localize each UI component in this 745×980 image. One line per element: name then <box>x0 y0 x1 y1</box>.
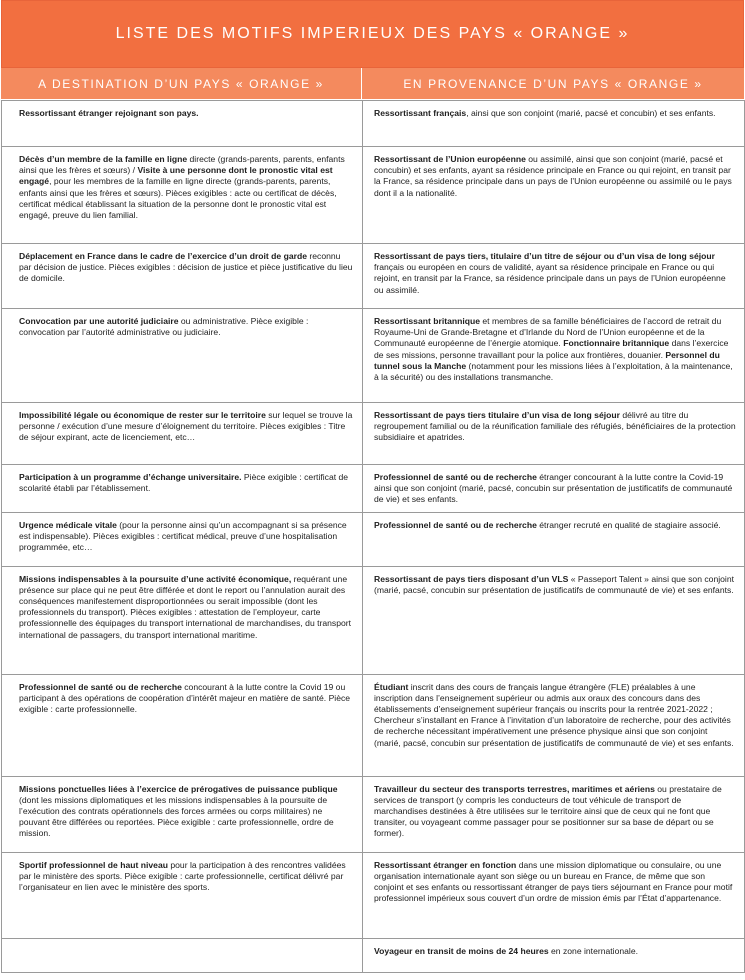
motif-keyword: Ressortissant de pays tiers disposant d’un VLS <box>374 573 569 584</box>
motif-text: pour la participation à des rencontres validées par le ministère des sports. Pièce exigible : carte professionnelle, certificat délivré par l’organisateur en lien avec le ministère des sports. <box>19 859 346 893</box>
motif-keyword: Convocation par une autorité judiciaire <box>19 316 179 326</box>
column-headers <box>1 68 744 100</box>
motif-provenance-cell <box>363 674 745 776</box>
motif-provenance-cell <box>363 244 745 309</box>
motif-keyword: Ressortissant étranger rejoignant son pays. <box>19 108 199 118</box>
motif-keyword: Urgence médicale vitale <box>19 519 117 530</box>
document-page <box>1 0 744 975</box>
motif-destination-cell <box>2 309 363 403</box>
motif-text: ou prestataire de services de transport (y compris les conducteurs de tout véhicule de transport de marchandises destinées à être utilisées sur le territoire ainsi que de ceux qui ne font que transiter, ou voyageant comme passager pour se positionner sur sa base de départ ou se former). <box>374 783 722 839</box>
motif-text: reconnu par décision de justice. Pièces exigibles : décision de justice et pièce justificative du lieu de domicile. <box>19 251 353 284</box>
motif-provenance-cell <box>363 147 745 244</box>
motif-destination-cell <box>2 465 363 513</box>
table-row <box>2 147 745 244</box>
motif-keyword: Ressortissant britannique <box>374 316 481 326</box>
motif-keyword: Professionnel de santé ou de recherche <box>374 472 537 482</box>
motif-keyword: Ressortissant de l’Union européenne <box>374 154 526 164</box>
motif-keyword: Missions ponctuelles liées à l’exercice de prérogatives de puissance publique <box>19 783 338 794</box>
motif-keyword: Professionnel de santé ou de recherche <box>19 681 182 692</box>
motif-text: (pour la personne ainsi qu’un accompagnant si sa présence est indispensable). Pièces exigibles : certificat médical, preuve d’une hospitalisation programmée, etc… <box>19 519 347 553</box>
motif-keyword: Impossibilité légale ou économique de rester sur le territoire <box>19 410 266 420</box>
motif-text: étranger recruté en qualité de stagiaire associé. <box>536 519 721 530</box>
motif-provenance-cell <box>363 938 745 972</box>
motif-destination-cell <box>2 776 363 852</box>
table-row <box>2 674 745 776</box>
motif-text: ou administrative. Pièce exigible : convocation par l’autorité administrative ou judiciaire. <box>19 316 309 338</box>
motif-provenance-cell <box>363 101 745 147</box>
motif-text: dans l’exercice de ses missions, personne travaillant pour la police aux frontières, douanier. <box>374 338 729 360</box>
motif-keyword: Personnel du tunnel sous la Manche <box>374 349 720 371</box>
table-row <box>2 309 745 403</box>
motif-destination-cell <box>2 147 363 244</box>
motif-provenance-cell <box>363 852 745 938</box>
motif-text: Pièce exigible : certificat de scolarité établi par l’établissement. <box>19 472 349 494</box>
motif-text: (notamment pour les missions liées à l’exploitation, à la maintenance, à la sécurité) ou des installations transmanche. <box>374 360 733 383</box>
motif-provenance-cell <box>363 512 745 566</box>
motif-keyword: Étudiant <box>374 681 409 692</box>
motif-text: et membres de sa famille bénéficiaires de l’accord de retrait du Royaume-Uni de Grande-Bretagne et d’Irlande du Nord de l’Union européenne et de la Communauté européenne de l’énergie atomique. <box>374 316 722 349</box>
motif-provenance-cell <box>363 566 745 674</box>
motif-keyword: Visite à une personne dont le pronostic vital est engagé <box>19 165 333 187</box>
motif-text: inscrit dans des cours de français langue étrangère (FLE) préalables à une inscription dans l’enseignement supérieur ou admis aux oraux des concours dans des établissements d’enseignement supérieur français ou inscrits pour la rentrée 2021-2022 ; Chercheur s’installant en France à l’invitation d’un laboratoire de recherche, pour des activités de recherche nécessitant impérativement une présence physique ainsi que son conjoint (marié, pacsé, concubin sur présentation de justificatifs de communauté de vie) et ses enfants. <box>374 681 734 748</box>
table-row <box>2 244 745 309</box>
table-row <box>2 776 745 852</box>
motif-text: , pour les membres de la famille en ligne directe (grands-parents, parents, enfants ainsi que les frères et sœurs). Pièces exigibles : acte ou certificat de décès, certificat médical établissant la situation de la personne dont le pronostic vital est engagé, preuve du lien familial. <box>19 176 337 221</box>
motif-keyword: Ressortissant étranger en fonction <box>374 859 517 870</box>
motif-destination-cell <box>2 566 363 674</box>
motif-text: concourant à la lutte contre la Covid 19 ou participant à des opérations de coopération d’intérêt majeur en matière de santé. Pièce exigible : carte professionnelle. <box>19 681 351 715</box>
motif-provenance-cell <box>363 403 745 465</box>
motif-provenance-cell <box>363 465 745 513</box>
motif-text: délivré au titre du regroupement familial ou de la réunification familiale des réfugiés, bénéficiaires de la protection subsidiaire et apatrides. <box>374 410 736 443</box>
motif-keyword: Voyageur en transit de moins de 24 heures <box>374 945 549 956</box>
table-row <box>2 465 745 513</box>
motif-provenance-cell <box>363 309 745 403</box>
motif-destination-cell <box>2 244 363 309</box>
motif-keyword: Travailleur du secteur des transports terrestres, maritimes et aériens <box>374 783 655 794</box>
motif-text: sur lequel se trouve la personne / exécution d’une mesure d’éloignement du territoire. Pièces exigibles : Titre de séjour expirant, acte de licenciement, etc… <box>19 410 353 443</box>
motif-destination-cell <box>2 512 363 566</box>
motif-keyword: Missions indispensables à la poursuite d’une activité économique, <box>19 573 292 584</box>
motif-keyword: Ressortissant français <box>374 108 467 118</box>
table-row <box>2 512 745 566</box>
motif-text: dans une mission diplomatique ou consulaire, ou une organisation internationale ayant son siège ou un bureau en France, de même que son conjoint et ses enfants ou ressortissant étranger de pays tiers séjournant en France pour motif professionnel impérieux sous couvert d’un ordre de mission émis par l’État d’appartenance. <box>374 859 733 904</box>
motif-text: en zone internationale. <box>548 945 638 956</box>
motif-text: étranger concourant à la lutte contre la Covid-19 ainsi que son conjoint (marié, pacsé, concubin sur présentation de justificatifs de communauté de vie) et ses enfants. <box>374 472 733 505</box>
motif-keyword: Déplacement en France dans le cadre de l’exercice d’un droit de garde <box>19 251 307 261</box>
motif-keyword: Sportif professionnel de haut niveau <box>19 859 168 870</box>
motif-text: (dont les missions diplomatiques et les missions indispensables à la poursuite de l’exécution des contrats opérationnels des forces armées ou corps militaires) ne pouvant être différées ou reportées. Pièce exigible : carte professionnelle, ordre de mission. <box>19 794 334 839</box>
motif-text: « Passeport Talent » ainsi que son conjoint (marié, pacsé, concubin sur présentation de justificatifs de communauté de vie) et ses enfants. <box>374 573 734 595</box>
motif-keyword: Participation à un programme d’échange universitaire. <box>19 472 242 482</box>
header-provenance: EN PROVENANCE D’UN PAYS « ORANGE » <box>403 76 703 91</box>
page-title: LISTE DES MOTIFS IMPERIEUX DES PAYS « ORANGE » <box>1 0 744 68</box>
table-row <box>2 566 745 674</box>
motif-keyword: Fonctionnaire britannique <box>563 338 670 349</box>
motifs-table <box>1 100 745 973</box>
motif-keyword: Ressortissant de pays tiers titulaire d’un visa de long séjour <box>374 410 620 420</box>
motif-text: français ou européen en cours de validité, ayant sa résidence principale en France ou qui rejoint, en transit par la France, sa résidence principale dans un pays de l’Union européenne ou assimilé. <box>374 262 726 295</box>
motif-text: directe (grands-parents, parents, enfants ainsi que les frères et sœurs) / <box>19 154 345 176</box>
table-row <box>2 852 745 938</box>
motif-provenance-cell <box>363 776 745 852</box>
motif-text: ou assimilé, ainsi que son conjoint (marié, pacsé et concubin) et ses enfants, ayant sa résidence principale en France ou qui rejoint, en transit par la France, sa résidence principale dans un pays de l’Union européenne ou assimilé ou le pays dont il a la nationalité. <box>374 154 732 198</box>
table-row <box>2 938 745 972</box>
motif-destination-cell <box>2 674 363 776</box>
motif-text: , ainsi que son conjoint (marié, pacsé et concubin) et ses enfants. <box>466 108 716 118</box>
motif-keyword: Décès d’un membre de la famille en ligne <box>19 154 188 164</box>
motif-keyword: Professionnel de santé ou de recherche <box>374 519 537 530</box>
motif-destination-cell <box>2 101 363 147</box>
motif-destination-cell <box>2 852 363 938</box>
table-row <box>2 403 745 465</box>
table-row <box>2 101 745 147</box>
motif-text: requérant une présence sur place qui ne peut être différée et dont le report ou l’annulation aurait des conséquences manifestement disproportionnées ou serait impossible (dont les professionnels du transport). Pièces exigibles : attestation de l’employeur, carte professionnelle des équipages du transport international de marchandises, du transport international de passagers, du transport international maritime. <box>19 573 352 640</box>
motif-keyword: Ressortissant de pays tiers, titulaire d’un titre de séjour ou d’un visa de long séjour <box>374 251 715 261</box>
motif-destination-cell <box>2 938 363 972</box>
header-destination: A DESTINATION D’UN PAYS « ORANGE » <box>1 68 362 99</box>
motif-destination-cell <box>2 403 363 465</box>
